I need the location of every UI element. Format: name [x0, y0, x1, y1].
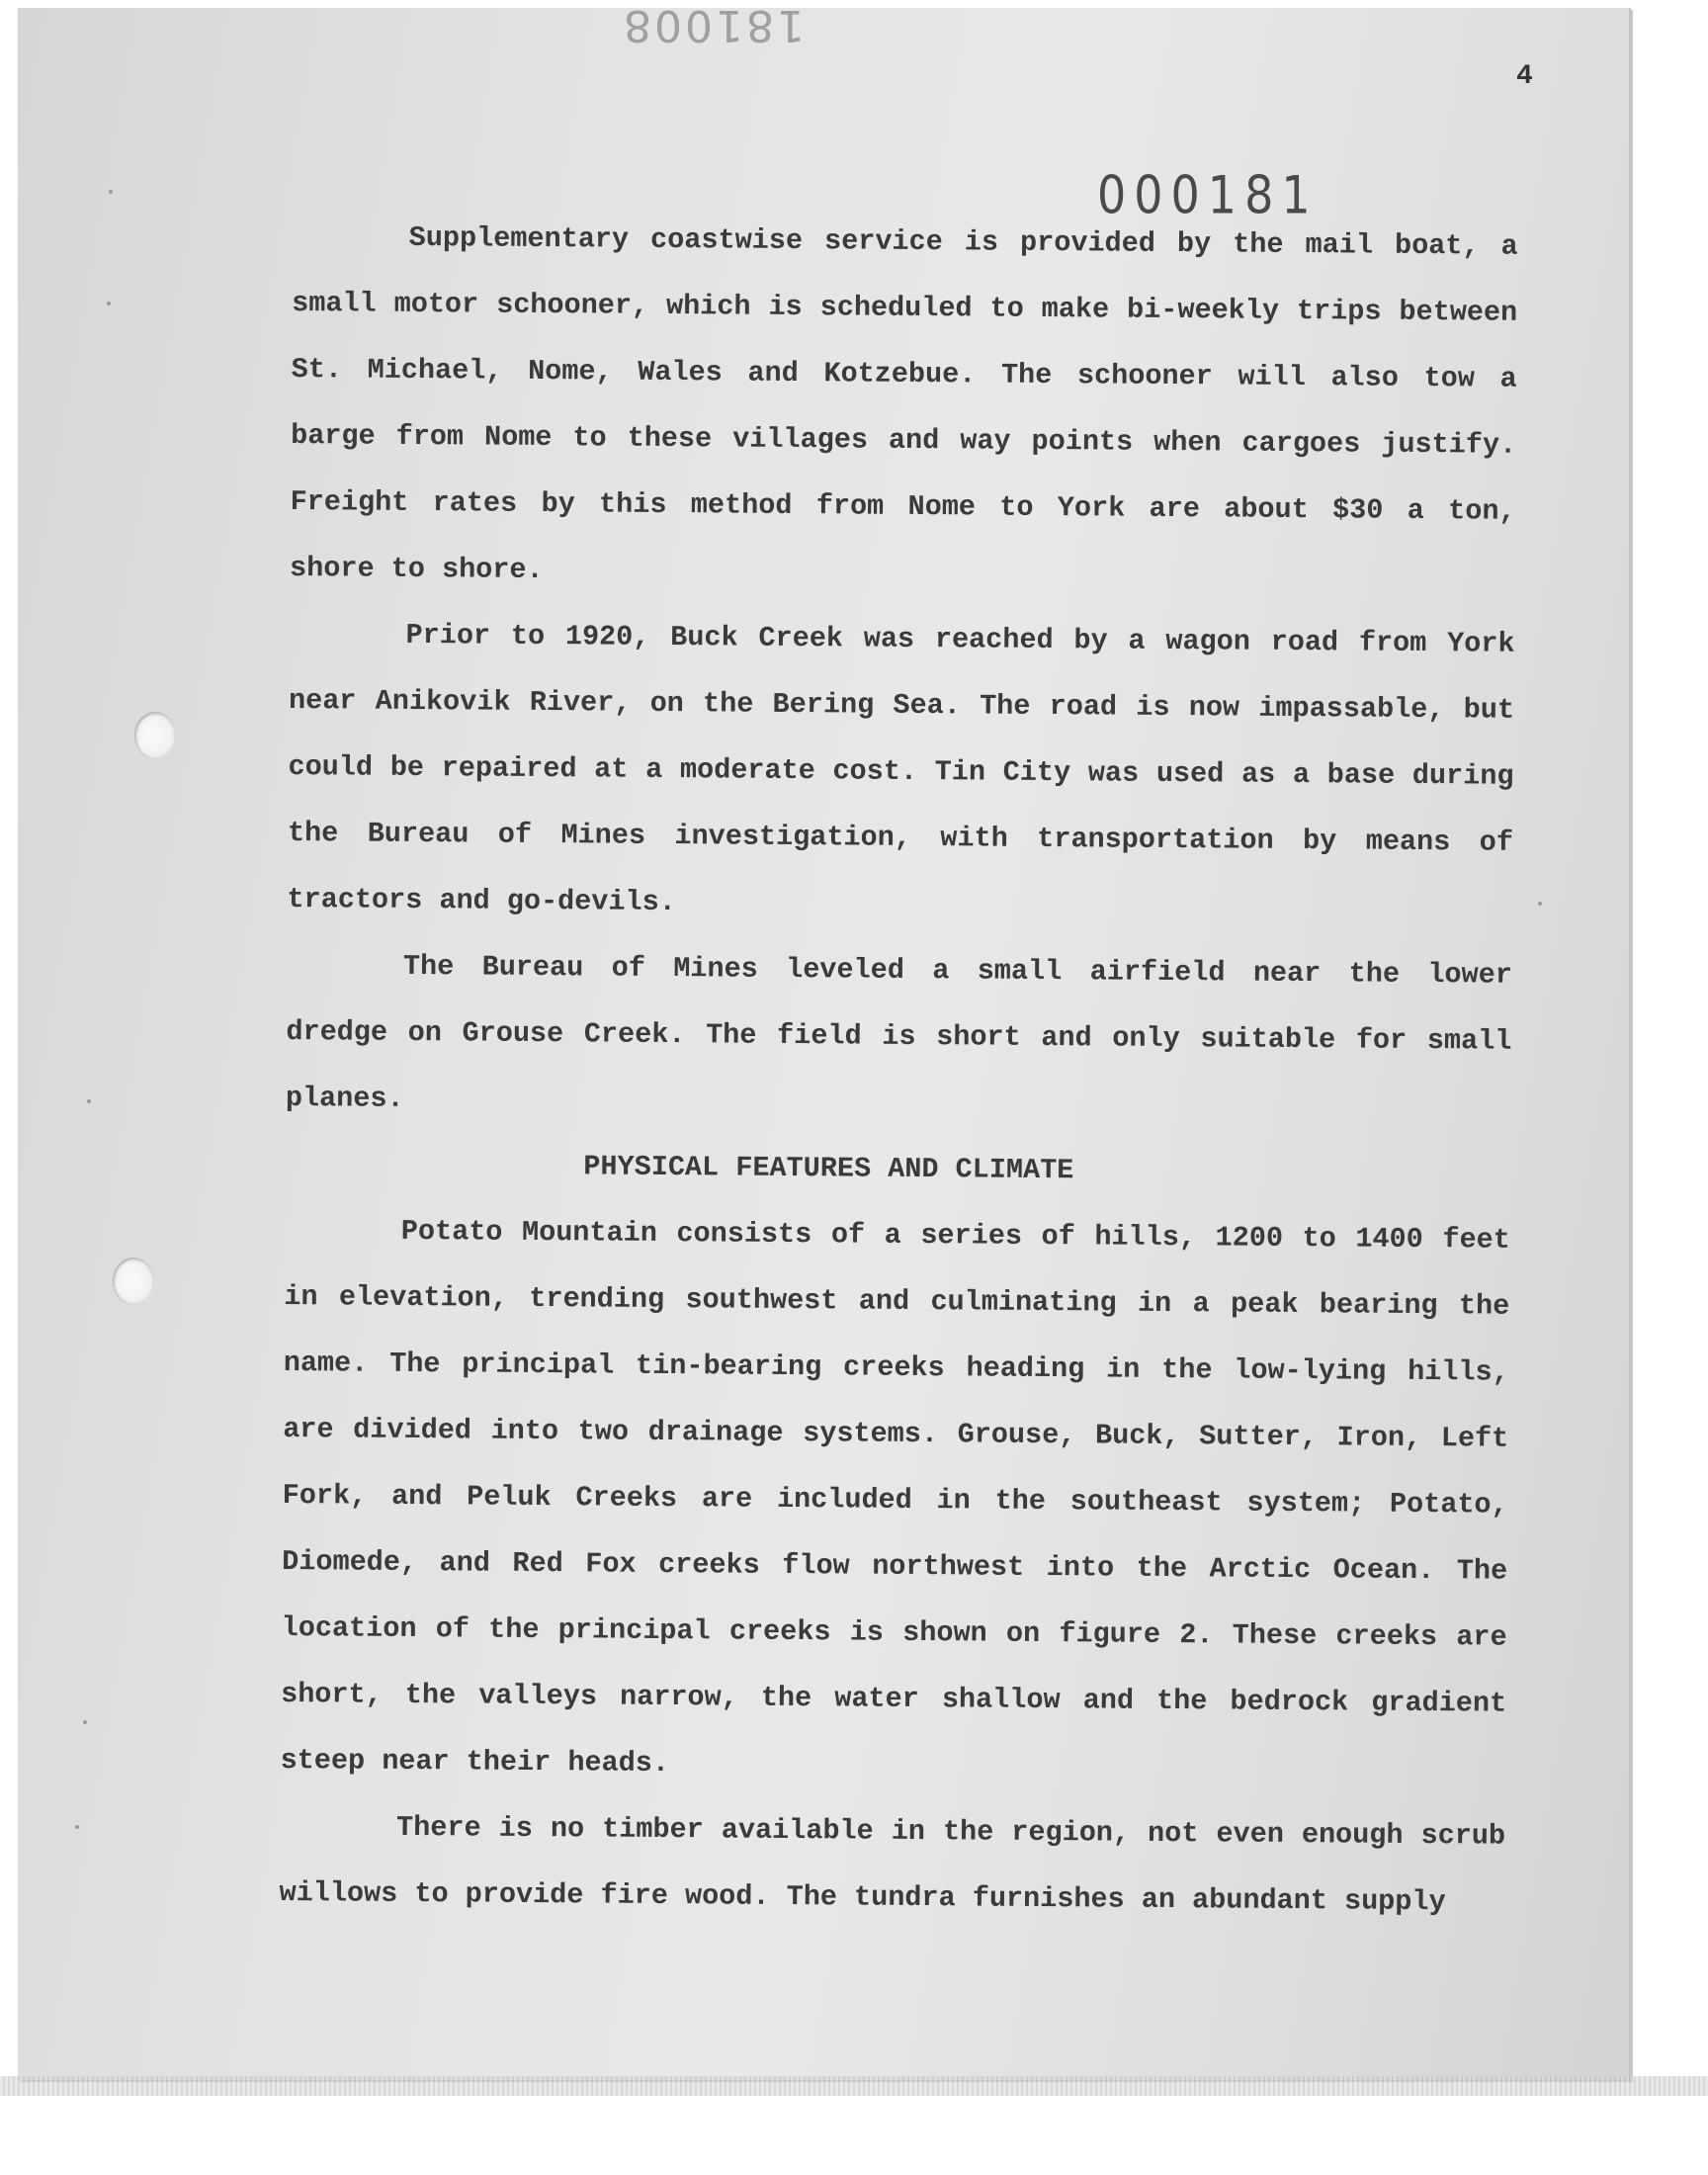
paragraph-wagon-road: Prior to 1920, Buck Creek was reached by a wagon road from York near Anikovik River, on the Bering Sea. The road is now impassable, but could be repaired at a moderate cost. Tin City was used as a base during the Bureau of Mines investigation, with transportation by means of tractors and go-devils.	[287, 618, 1515, 919]
scan-speck	[1538, 902, 1542, 906]
paragraph-potato-mountain: Potato Mountain consists of a series of hills, 1200 to 1400 feet in elevation, trending southwest and culminating in a peak bearing the name. The principal tin-bearing creeks heading in the low-lying hills, are divided into two drainage systems. Grouse, Buck, Sutter, Iron, Left Fork, and Peluk Creeks are included in the southeast system; Potato, Diomede, and Red Fox creeks flow northwest into the Arctic Ocean. The location of the principal creeks is shown on figure 2. These creeks are short, the valleys narrow, the water shallow and the bedrock gradient steep near their heads.	[280, 1214, 1510, 1781]
stamp-top: 181008	[621, 0, 805, 50]
paragraph-mail-boat: Supplementary coastwise service is provided by the mail boat, a small motor schooner, which is scheduled to make bi-weekly trips between St. Michael, Nome, Wales and Kotzebue. The schooner will also tow a barge from Nome to these villages and way points when cargoes justify. Freight rates by this method from Nome to York are about $30 a ton, shore to shore.	[289, 220, 1518, 587]
scan-speck	[87, 1099, 91, 1103]
scan-speck	[83, 1720, 87, 1724]
punch-hole	[134, 712, 176, 759]
paragraph-airfield: The Bureau of Mines leveled a small airfield near the lower dredge on Grouse Creek. The field is short and only suitable for small planes.	[285, 949, 1513, 1115]
body-text	[279, 204, 1518, 1936]
stamp-number: 000181	[1097, 163, 1319, 226]
scan-speck	[109, 190, 113, 194]
scan-speck	[75, 1825, 79, 1829]
section-heading: PHYSICAL FEATURES AND CLIMATE	[583, 1150, 1074, 1187]
scan-edge	[0, 2076, 1708, 2096]
scan-speck	[107, 302, 111, 305]
page-number: 4	[1516, 61, 1533, 92]
paragraph-timber: There is no timber available in the region, not even enough scrub willows to provide fire wood. The tundra furnishes an abundant supply	[279, 1810, 1506, 1919]
punch-hole	[113, 1258, 154, 1305]
